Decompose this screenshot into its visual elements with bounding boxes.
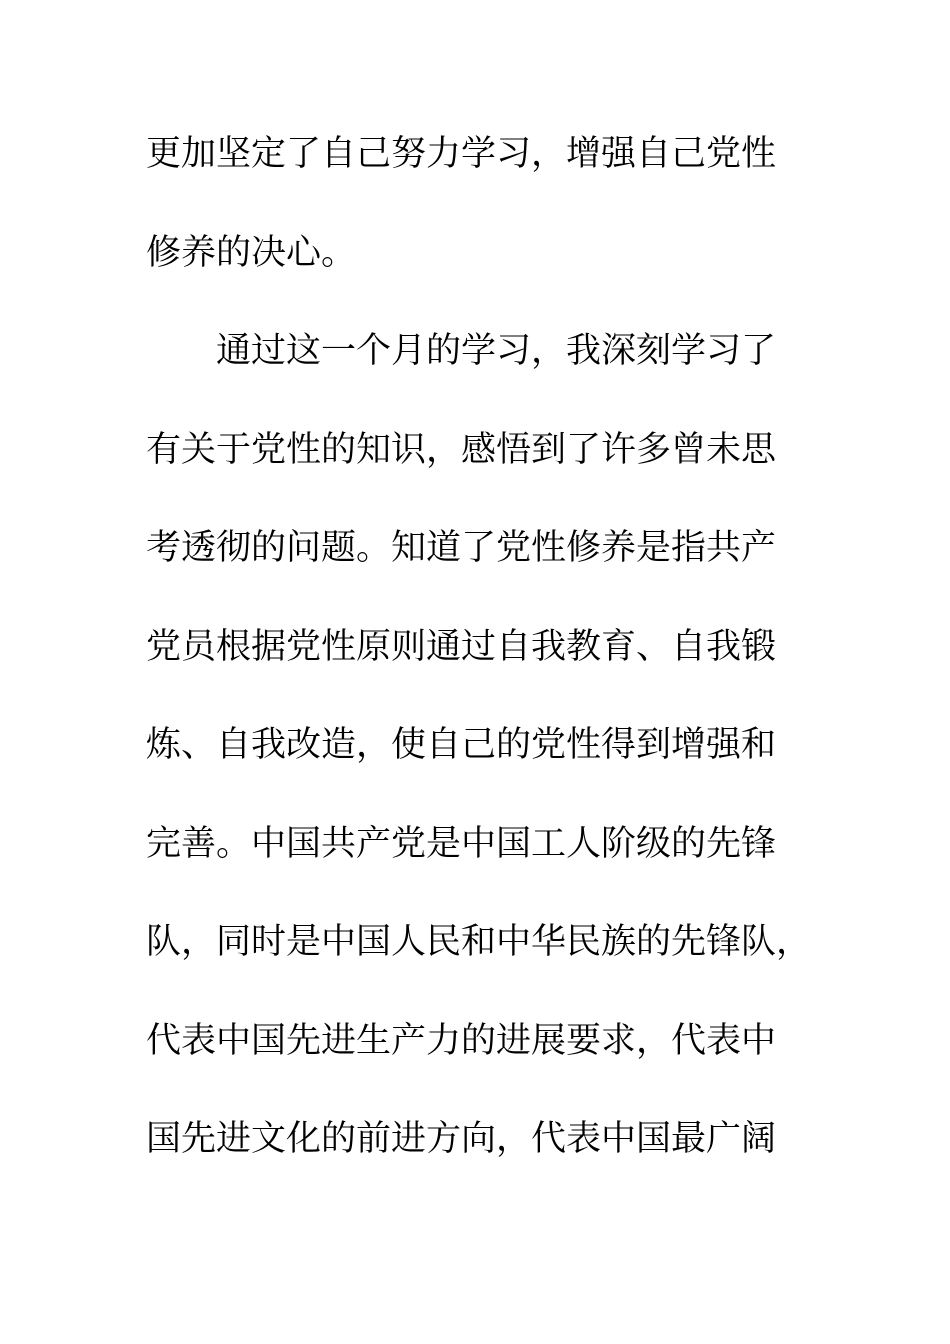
text-line: 代表中国先进生产力的进展要求，代表中 — [146, 1020, 777, 1061]
paragraph-first-line: 通过这一个月的学习，我深刻学习了 — [216, 331, 777, 371]
text-line: 完善。中国共产党是中国工人阶级的先锋 — [146, 823, 777, 864]
text-line: 队，同时是中国人民和中华民族的先锋队， — [146, 922, 812, 962]
text-line: 修养的决心。 — [146, 232, 357, 273]
body-text — [146, 124, 812, 1208]
text-line: 国先进文化的前进方向，代表中国最广阔 — [146, 1119, 777, 1159]
text-line: 党员根据党性原则通过自我教育、自我锻 — [146, 626, 777, 667]
text-line: 有关于党性的知识，感悟到了许多曾未思 — [146, 429, 777, 470]
text-line: 炼、自我改造，使自己的党性得到增强和 — [146, 725, 777, 765]
text-line: 考透彻的问题。知道了党性修养是指共产 — [146, 528, 777, 568]
text-line: 更加坚定了自己努力学习，增强自己党性 — [146, 134, 777, 174]
